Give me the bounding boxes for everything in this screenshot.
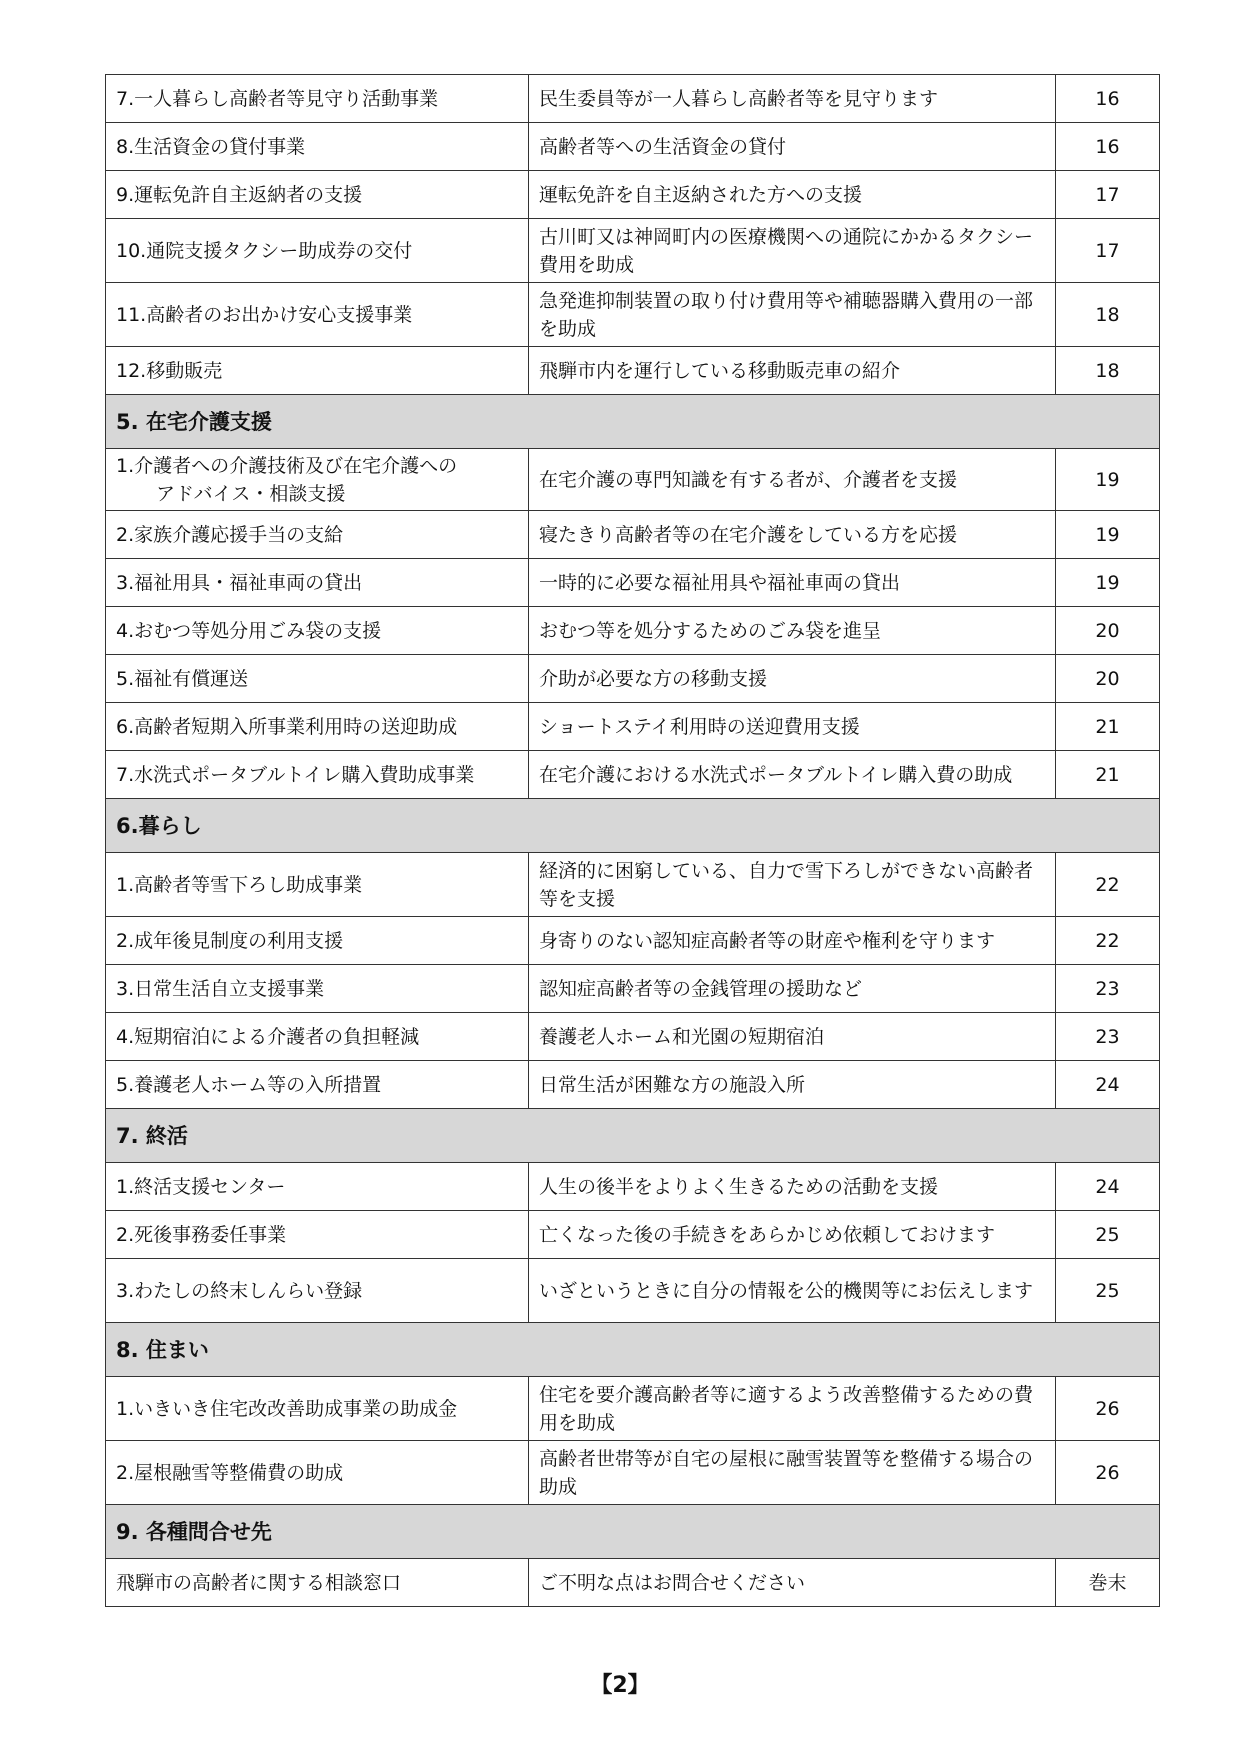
table-row <box>106 1559 1160 1607</box>
item-page-number: 26 <box>1056 1441 1160 1505</box>
item-description: 飛騨市内を運行している移動販売車の紹介 <box>529 347 1056 395</box>
table-of-contents <box>105 74 1160 1607</box>
page-number: 【2】 <box>590 1673 650 1698</box>
item-title: 6.高齢者短期入所事業利用時の送迎助成 <box>106 703 529 751</box>
section-header <box>106 395 1160 449</box>
table-row <box>106 917 1160 965</box>
item-page-number: 巻末 <box>1056 1559 1160 1607</box>
item-page-number: 26 <box>1056 1377 1160 1441</box>
item-title: 3.福祉用具・福祉車両の貸出 <box>106 559 529 607</box>
section-header <box>106 1505 1160 1559</box>
item-page-number: 24 <box>1056 1061 1160 1109</box>
item-title: 4.短期宿泊による介護者の負担軽減 <box>106 1013 529 1061</box>
section-header <box>106 1323 1160 1377</box>
item-description: 高齢者世帯等が自宅の屋根に融雪装置等を整備する場合の助成 <box>529 1441 1056 1505</box>
item-page-number: 22 <box>1056 853 1160 917</box>
item-title: 4.おむつ等処分用ごみ袋の支援 <box>106 607 529 655</box>
item-description: 古川町又は神岡町内の医療機関への通院にかかるタクシー費用を助成 <box>529 219 1056 283</box>
item-description: 在宅介護における水洗式ポータブルトイレ購入費の助成 <box>529 751 1056 799</box>
item-description: ショートステイ利用時の送迎費用支援 <box>529 703 1056 751</box>
table-row <box>106 1377 1160 1441</box>
item-title: 7.一人暮らし高齢者等見守り活動事業 <box>106 75 529 123</box>
table-row <box>106 1163 1160 1211</box>
item-page-number: 16 <box>1056 123 1160 171</box>
table-row <box>106 965 1160 1013</box>
item-description: 日常生活が困難な方の施設入所 <box>529 1061 1056 1109</box>
table-row <box>106 123 1160 171</box>
section-title: 5. 在宅介護支援 <box>106 395 1160 449</box>
item-description: 急発進抑制装置の取り付け費用等や補聴器購入費用の一部を助成 <box>529 283 1056 347</box>
item-description: 高齢者等への生活資金の貸付 <box>529 123 1056 171</box>
item-description: 介助が必要な方の移動支援 <box>529 655 1056 703</box>
table-row <box>106 347 1160 395</box>
item-description: 養護老人ホーム和光園の短期宿泊 <box>529 1013 1056 1061</box>
table-row <box>106 1061 1160 1109</box>
table-row <box>106 607 1160 655</box>
item-description: 在宅介護の専門知識を有する者が、介護者を支援 <box>529 449 1056 511</box>
item-description: 亡くなった後の手続きをあらかじめ依頼しておけます <box>529 1211 1056 1259</box>
section-title: 7. 終活 <box>106 1109 1160 1163</box>
table-row <box>106 1441 1160 1505</box>
table-row <box>106 219 1160 283</box>
item-page-number: 18 <box>1056 283 1160 347</box>
section-title: 9. 各種問合せ先 <box>106 1505 1160 1559</box>
item-title-line2: アドバイス・相談支援 <box>156 482 346 505</box>
item-description: 民生委員等が一人暮らし高齢者等を見守ります <box>529 75 1056 123</box>
item-title: 2.家族介護応援手当の支給 <box>106 511 529 559</box>
table-row <box>106 655 1160 703</box>
toc-body <box>106 75 1160 1607</box>
item-page-number: 19 <box>1056 559 1160 607</box>
item-title: 飛騨市の高齢者に関する相談窓口 <box>106 1559 529 1607</box>
item-description: いざというときに自分の情報を公的機関等にお伝えします <box>529 1259 1056 1323</box>
item-title: 7.水洗式ポータブルトイレ購入費助成事業 <box>106 751 529 799</box>
table-row <box>106 449 1160 511</box>
table-row <box>106 703 1160 751</box>
table-row <box>106 853 1160 917</box>
item-title <box>106 449 529 511</box>
table-row <box>106 511 1160 559</box>
item-page-number: 17 <box>1056 219 1160 283</box>
item-page-number: 20 <box>1056 607 1160 655</box>
item-description: おむつ等を処分するためのごみ袋を進呈 <box>529 607 1056 655</box>
item-title: 10.通院支援タクシー助成券の交付 <box>106 219 529 283</box>
item-description: 経済的に困窮している、自力で雪下ろしができない高齢者等を支援 <box>529 853 1056 917</box>
item-title: 1.いきいき住宅改改善助成事業の助成金 <box>106 1377 529 1441</box>
table-row <box>106 75 1160 123</box>
item-page-number: 23 <box>1056 1013 1160 1061</box>
table-row <box>106 559 1160 607</box>
item-title-line1: 1.介護者への介護技術及び在宅介護への <box>116 454 458 477</box>
item-title: 2.屋根融雪等整備費の助成 <box>106 1441 529 1505</box>
item-title: 5.福祉有償運送 <box>106 655 529 703</box>
item-description: ご不明な点はお問合せください <box>529 1559 1056 1607</box>
item-title: 12.移動販売 <box>106 347 529 395</box>
item-description: 運転免許を自主返納された方への支援 <box>529 171 1056 219</box>
item-title: 2.成年後見制度の利用支援 <box>106 917 529 965</box>
item-title: 9.運転免許自主返納者の支援 <box>106 171 529 219</box>
item-page-number: 22 <box>1056 917 1160 965</box>
item-page-number: 16 <box>1056 75 1160 123</box>
item-page-number: 21 <box>1056 751 1160 799</box>
table-row <box>106 283 1160 347</box>
item-page-number: 19 <box>1056 449 1160 511</box>
item-page-number: 25 <box>1056 1259 1160 1323</box>
item-page-number: 25 <box>1056 1211 1160 1259</box>
item-description: 認知症高齢者等の金銭管理の援助など <box>529 965 1056 1013</box>
item-title: 1.高齢者等雪下ろし助成事業 <box>106 853 529 917</box>
table-row <box>106 751 1160 799</box>
section-header <box>106 799 1160 853</box>
item-title: 3.日常生活自立支援事業 <box>106 965 529 1013</box>
table-row <box>106 1259 1160 1323</box>
item-title: 2.死後事務委任事業 <box>106 1211 529 1259</box>
item-page-number: 20 <box>1056 655 1160 703</box>
item-description: 身寄りのない認知症高齢者等の財産や権利を守ります <box>529 917 1056 965</box>
item-page-number: 19 <box>1056 511 1160 559</box>
item-page-number: 24 <box>1056 1163 1160 1211</box>
item-title: 1.終活支援センター <box>106 1163 529 1211</box>
table-row <box>106 171 1160 219</box>
item-page-number: 17 <box>1056 171 1160 219</box>
table-row <box>106 1211 1160 1259</box>
item-description: 一時的に必要な福祉用具や福祉車両の貸出 <box>529 559 1056 607</box>
item-page-number: 21 <box>1056 703 1160 751</box>
item-description: 住宅を要介護高齢者等に適するよう改善整備するための費用を助成 <box>529 1377 1056 1441</box>
table-row <box>106 1013 1160 1061</box>
item-title: 8.生活資金の貸付事業 <box>106 123 529 171</box>
item-title: 11.高齢者のお出かけ安心支援事業 <box>106 283 529 347</box>
section-header <box>106 1109 1160 1163</box>
item-description: 寝たきり高齢者等の在宅介護をしている方を応援 <box>529 511 1056 559</box>
section-title: 8. 住まい <box>106 1323 1160 1377</box>
item-page-number: 18 <box>1056 347 1160 395</box>
item-title: 5.養護老人ホーム等の入所措置 <box>106 1061 529 1109</box>
item-description: 人生の後半をよりよく生きるための活動を支援 <box>529 1163 1056 1211</box>
section-title: 6.暮らし <box>106 799 1160 853</box>
item-page-number: 23 <box>1056 965 1160 1013</box>
item-title: 3.わたしの終末しんらい登録 <box>106 1259 529 1323</box>
